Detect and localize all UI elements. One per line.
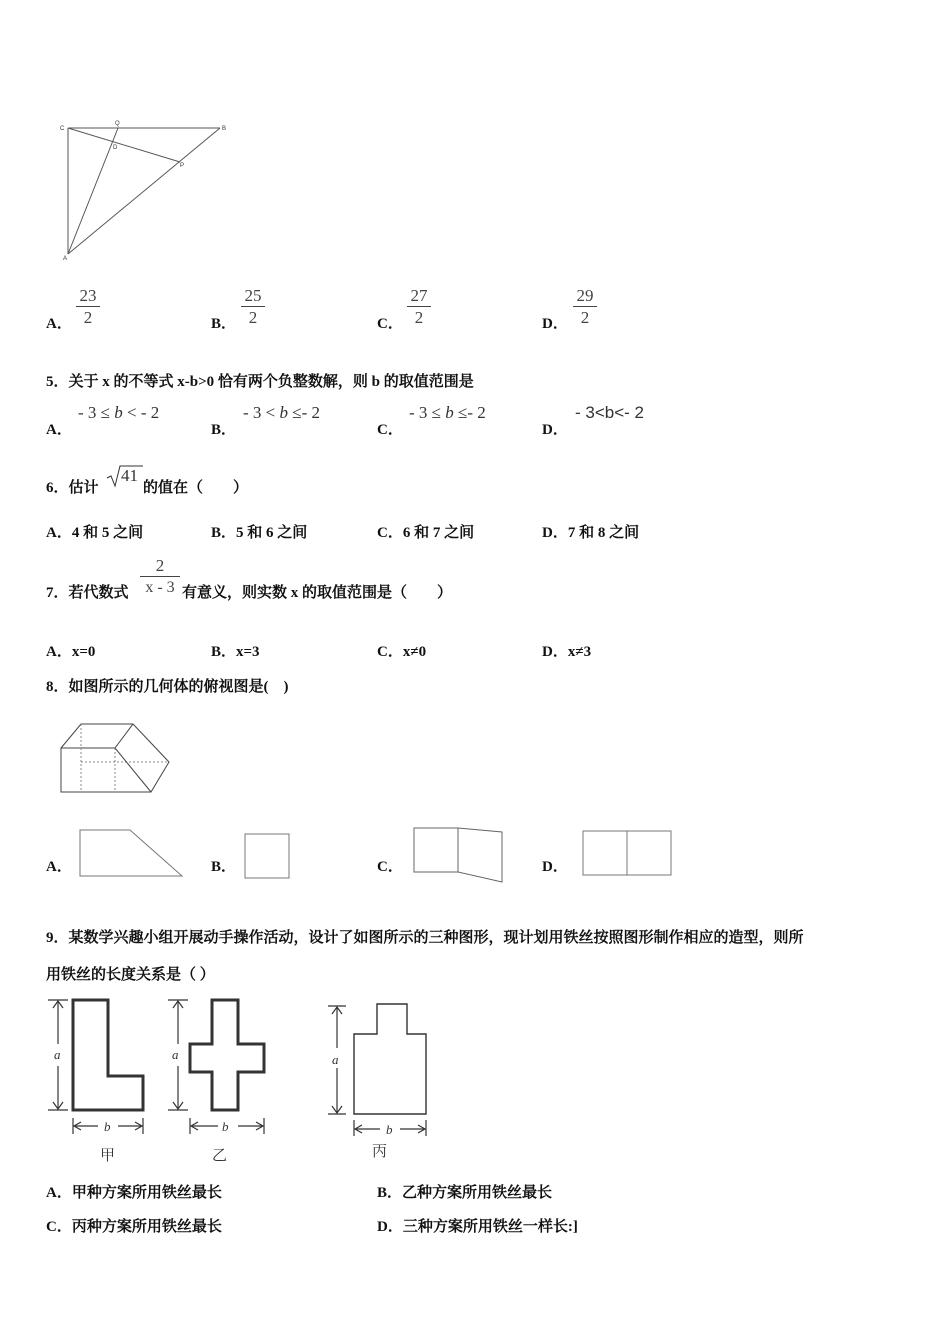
q4-option-b[interactable]	[211, 312, 236, 333]
q9-stem-line1: 9．某数学兴趣小组开展动手操作活动，设计了如图所示的三种图形，现计划用铁丝按照图形制作相应的造型，则所	[46, 930, 804, 946]
q9-option-a[interactable]: A．甲种方案所用铁丝最长	[46, 1185, 222, 1201]
q6-option-a[interactable]: A．4 和 5 之间	[46, 525, 144, 541]
q6-stem-post: 的值在（ ）	[143, 480, 249, 496]
q5-option-a-expr: - 3 ≤ b < - 2	[78, 403, 160, 422]
q6-option-b[interactable]: B．5 和 6 之间	[211, 525, 308, 541]
option-letter: A．	[46, 316, 72, 332]
q6-radicand: 41	[121, 466, 138, 485]
q5-option-a[interactable]: A．	[46, 422, 72, 438]
q5-option-d[interactable]: D．	[542, 422, 568, 438]
q7-option-b[interactable]: B．x=3	[211, 644, 260, 660]
q9-option-b[interactable]: B．乙种方案所用铁丝最长	[377, 1185, 553, 1201]
q9-option-d[interactable]: D．三种方案所用铁丝一样长:]	[377, 1219, 578, 1235]
q7-stem-post: 有意义，则实数 x 的取值范围是（ ）	[182, 585, 453, 601]
solid-figure	[55, 712, 180, 802]
q7-option-c[interactable]: C．x≠0	[377, 644, 427, 660]
dim-b-label: b	[104, 1119, 111, 1134]
option-letter: C．	[377, 316, 403, 332]
label-c: C	[60, 126, 65, 132]
q5-option-c[interactable]: C．	[377, 422, 403, 438]
q5-stem: 5．关于 x 的不等式 x-b>0 恰有两个负整数解，则 b 的取值范围是	[46, 374, 474, 390]
figure-name: 丙	[372, 1142, 388, 1160]
q8-stem: 8．如图所示的几何体的俯视图是( )	[46, 679, 289, 695]
q6-stem-pre: 6．估计	[46, 480, 99, 496]
q4-option-c[interactable]	[377, 312, 403, 333]
q8-option-c-shape	[412, 826, 507, 886]
option-letter: D．	[542, 316, 568, 332]
dim-b-label: b	[386, 1122, 393, 1137]
q5-option-d-expr: - 3<b<- 2	[575, 403, 644, 422]
triangle-figure	[60, 118, 240, 268]
dim-a-label: a	[332, 1052, 339, 1067]
dim-b-label: b	[222, 1119, 229, 1134]
q4-option-d-fraction: $\frac{29}{2}$	[573, 286, 597, 329]
q5-option-c-expr: - 3 ≤ b ≤- 2	[409, 403, 486, 422]
label-p: P	[180, 163, 185, 169]
q8-option-a-shape	[78, 828, 188, 880]
q7-option-a[interactable]: A．x=0	[46, 644, 96, 660]
q4-option-d[interactable]	[542, 312, 568, 333]
figure-bing	[324, 996, 444, 1166]
q5-option-b-expr: - 3 < b ≤- 2	[243, 403, 320, 422]
label-d: D	[113, 145, 118, 151]
label-q: Q	[115, 121, 120, 127]
option-letter: B．	[211, 316, 237, 332]
q8-option-c[interactable]: C．	[377, 859, 403, 875]
q4-option-a[interactable]	[46, 312, 72, 333]
figure-name: 乙	[212, 1146, 228, 1164]
q7-fraction: $\frac{2}{x - 3}$	[140, 556, 180, 599]
q4-option-a-fraction: $\frac{23}{2}$	[76, 286, 100, 329]
q5-option-b[interactable]: B．	[211, 422, 237, 438]
q8-option-b-shape	[243, 832, 293, 882]
label-b: B	[222, 126, 227, 132]
q9-option-c[interactable]: C．丙种方案所用铁丝最长	[46, 1219, 222, 1235]
label-a: A	[63, 256, 68, 262]
q7-option-d[interactable]: D．x≠3	[542, 644, 592, 660]
dim-a-label: a	[172, 1047, 179, 1062]
figure-name: 甲	[100, 1146, 116, 1164]
q4-option-b-fraction: $\frac{25}{2}$	[241, 286, 265, 329]
figure-jia	[44, 996, 154, 1166]
q8-option-b[interactable]: B．	[211, 859, 237, 875]
q8-option-d[interactable]: D．	[542, 859, 568, 875]
q8-option-d-shape	[581, 829, 676, 879]
dim-a-label: a	[54, 1047, 61, 1062]
q4-option-c-fraction: $\frac{27}{2}$	[407, 286, 431, 329]
figure-yi	[164, 996, 274, 1166]
q8-option-a[interactable]: A．	[46, 859, 72, 875]
q7-stem-pre: 7．若代数式	[46, 585, 129, 601]
q6-option-c[interactable]: C．6 和 7 之间	[377, 525, 475, 541]
q9-stem-line2: 用铁丝的长度关系是（ ）	[46, 967, 215, 983]
q6-option-d[interactable]: D．7 和 8 之间	[542, 525, 640, 541]
